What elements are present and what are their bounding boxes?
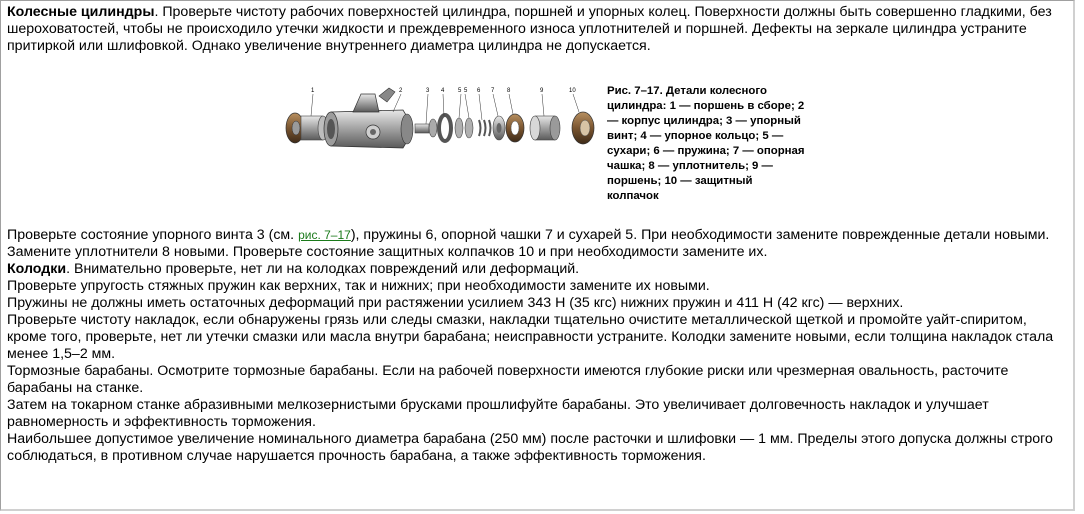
support-cup-part <box>493 116 505 140</box>
part-label: 5 <box>458 88 462 94</box>
paragraph: Затем на токарном станке абразивными мелкозернистыми брусками прошлифуйте барабаны. Это увеличивает долговечность накладок и улучшает равномерность и эффективность торможения. <box>7 397 989 430</box>
paragraph-text: . Внимательно проверьте, нет ли на колодках повреждений или деформаций. <box>66 261 580 277</box>
paragraph: Замените уплотнители 8 новыми. Проверьте состояние защитных колпачков 10 и при необходимости замените их. <box>7 244 768 260</box>
paragraph: Тормозные барабаны. Осмотрите тормозные барабаны. Если на рабочей поверхности имеются глубокие риски или чрезмерная овальность, расточите барабаны на станке. <box>7 363 1009 396</box>
part-label: 1 <box>311 88 315 94</box>
protective-cap-part <box>572 112 594 144</box>
part-label: 2 <box>399 88 403 94</box>
paragraph: Проверьте чистоту накладок, если обнаружены грязь или следы смазки, накладки тщательно очистите металлической щеткой и промойте уайт-спиритом, кроме того, проверьте, нет ли утечки смазки или масла внутри барабана; неисправности устраните. Колодки замените новыми, если толщина накладок стала менее 1,5–2 мм. <box>7 312 1054 362</box>
figure-link[interactable]: рис. 7–17 <box>298 228 351 242</box>
stop-ring-part <box>439 115 451 141</box>
paragraph: Пружины не должны иметь остаточных деформаций при растяжении усилием 343 Н (35 кгс) нижних пружин и 411 Н (42 кгс) — верхних. <box>7 295 904 311</box>
body-text <box>7 227 1067 465</box>
part-label: 10 <box>569 88 576 94</box>
paragraph <box>7 227 1067 244</box>
paragraph: Наибольшее допустимое увеличение номинального диаметра барабана (250 мм) после расточки и шлифовки — 1 мм. Пределы этого допуска должны строго соблюдаться, в противном случае нарушается прочность барабана, а также эффективность торможения. <box>7 431 1053 464</box>
section-heading: Колодки <box>7 261 67 277</box>
intro-text: . Проверьте чистоту рабочих поверхностей цилиндра, поршней и упорных колец. Поверхности должны быть совершенно гладкими, без шероховатостей, чтобы не происходило утечки жидкости и преждевременного износа уплотнителей и поршней. Дефекты на зеркале цилиндра устраните притиркой или шлифовкой. Однако увеличение внутреннего диаметра цилиндра не допускается. <box>7 4 1052 54</box>
part-label: 7 <box>491 88 495 94</box>
spring-part <box>479 120 491 136</box>
crackers-part <box>455 118 473 138</box>
part-label: 5 <box>464 88 468 94</box>
part-label: 8 <box>507 88 511 94</box>
intro-paragraph <box>7 4 1067 55</box>
wheel-cylinder-illustration <box>283 80 613 210</box>
paragraph <box>7 261 1067 278</box>
paragraph: Проверьте упругость стяжных пружин как верхних, так и нижних; при необходимости замените их новыми. <box>7 278 710 294</box>
part-label: 4 <box>441 88 445 94</box>
part-label: 9 <box>540 88 544 94</box>
paragraph-text: ), пружины 6, опорной чашки 7 и сухарей 5. При необходимости замените поврежденные детали новыми. <box>350 227 1050 243</box>
paragraph-text: Проверьте состояние упорного винта 3 (см. <box>7 227 299 243</box>
piston-part <box>530 116 560 140</box>
figure-caption: Рис. 7–17. Детали колесного цилиндра: 1 — поршень в сборе; 2 — корпус цилиндра; 3 — упорный винт; 4 — упорное кольцо; 5 — сухари; 6 — пружина; 7 — опорная чашка; 8 — уплотнитель; 9 — поршень; 10 — защитный колпачок <box>607 85 805 202</box>
part-label: 3 <box>426 88 430 94</box>
piston-assembly-part <box>286 113 328 143</box>
intro-heading: Колесные цилиндры <box>7 4 155 20</box>
seal-part <box>506 114 524 142</box>
part-label: 6 <box>477 88 481 94</box>
